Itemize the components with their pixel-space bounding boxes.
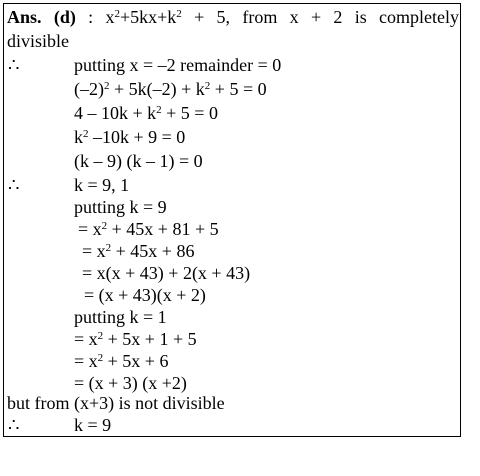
equation-line: = (x + 3) (x +2): [74, 373, 187, 393]
step-putting-x: putting x = –2 remainder = 0: [74, 55, 282, 75]
therefore-symbol: ∴: [8, 55, 20, 75]
step-putting-k9: putting k = 9: [74, 197, 167, 217]
answer-intro-line: Ans. (d) : $x^2+5kx+k^2 + 5$, from x + 2 is completely: [7, 7, 459, 27]
step-putting-k1: putting k = 1: [74, 307, 167, 327]
equation-line: = x(x + 43) + 2(x + 43): [82, 263, 251, 283]
k-values: k = 9, 1: [74, 175, 130, 195]
therefore-symbol: ∴: [8, 415, 20, 435]
equation-line: $k^2$ –10k + 9 = 0: [74, 127, 186, 147]
equation-line: $4 - 10k + k^2 + 5 = 0$: [74, 103, 218, 123]
final-answer: k = 9: [74, 415, 112, 435]
equation-line: = $x^2 + 5x + 1 + 5$: [74, 329, 197, 349]
answer-label: Ans. (d): [7, 7, 76, 27]
equation-line: $(-2)^2 + 5k(-2) + k^2 + 5 = 0$: [74, 79, 267, 99]
equation-line: (k – 9) (k – 1) = 0: [74, 151, 203, 171]
equation-line: = (x + 43)(x + 2): [84, 285, 206, 305]
equation-line: = $x^2 + 5x + 6$: [74, 351, 169, 371]
conclusion-line: but from (x+3) is not divisible: [7, 393, 225, 413]
equation-line: = $x^2 + 45x + 86$: [82, 241, 195, 261]
therefore-symbol: ∴: [8, 175, 20, 195]
equation-line: = $x^2 + 45x + 81 + 5$: [78, 219, 219, 239]
intro-continuation: divisible: [7, 31, 69, 51]
